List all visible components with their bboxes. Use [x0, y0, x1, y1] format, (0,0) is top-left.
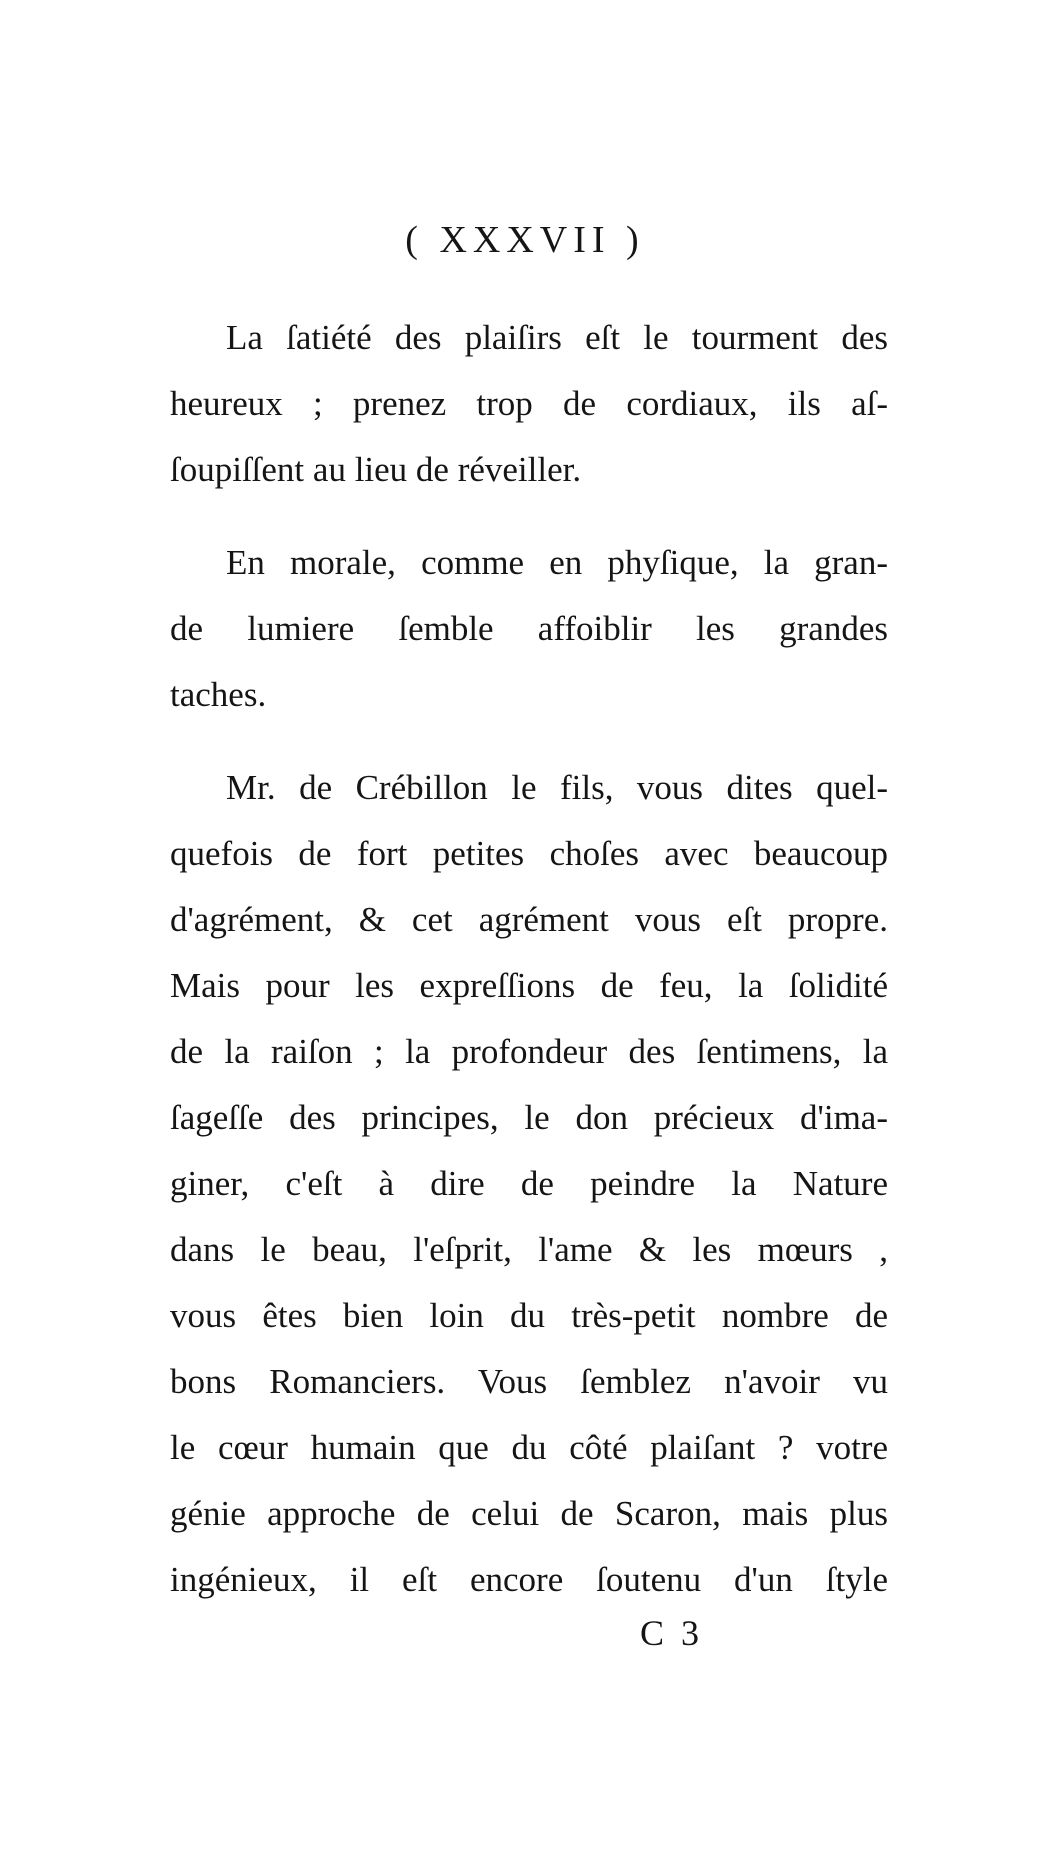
- text-line: bons Romanciers. Vous ſemblez n'avoir vu: [170, 1362, 888, 1401]
- text-line: La ſatiété des plaiſirs eſt le tourment des: [226, 318, 888, 357]
- text-line: Mais pour les expreſſions de feu, la ſolidité: [170, 966, 888, 1005]
- paragraph-satiety: [170, 305, 888, 503]
- text-line: d'agrément, & cet agrément vous eſt propre.: [170, 900, 888, 939]
- text-line: ſoupiſſent au lieu de réveiller.: [170, 450, 582, 489]
- text-line: de lumiere ſemble affoiblir les grandes: [170, 609, 888, 648]
- signature-mark: C 3: [640, 1613, 704, 1653]
- text-line: quefois de fort petites choſes avec beaucoup: [170, 834, 888, 873]
- text-line: giner, c'eſt à dire de peindre la Nature: [170, 1164, 888, 1203]
- text-line: taches.: [170, 675, 267, 714]
- text-line: heureux ; prenez trop de cordiaux, ils aſ-: [170, 384, 888, 423]
- text-line: vous êtes bien loin du très-petit nombre de: [170, 1296, 888, 1335]
- text-line: Mr. de Crébillon le fils, vous dites quel-: [226, 768, 888, 807]
- text-line: ſageſſe des principes, le don précieux d'ima-: [170, 1098, 888, 1137]
- paragraph-morale: [170, 530, 888, 728]
- text-line: de la raiſon ; la profondeur des ſentimens, la: [170, 1032, 888, 1071]
- text-line: le cœur humain que du côté plaiſant ? votre: [170, 1428, 888, 1467]
- text-line: ingénieux, il eſt encore ſoutenu d'un ſtyle: [170, 1560, 888, 1599]
- text-line: dans le beau, l'eſprit, l'ame & les mœurs ,: [170, 1230, 888, 1269]
- page-number-header: ( XXXVII ): [405, 219, 645, 261]
- text-line: En morale, comme en phyſique, la gran-: [226, 543, 888, 582]
- text-line: génie approche de celui de Scaron, mais plus: [170, 1494, 888, 1533]
- paragraph-crebillon: [170, 755, 888, 1613]
